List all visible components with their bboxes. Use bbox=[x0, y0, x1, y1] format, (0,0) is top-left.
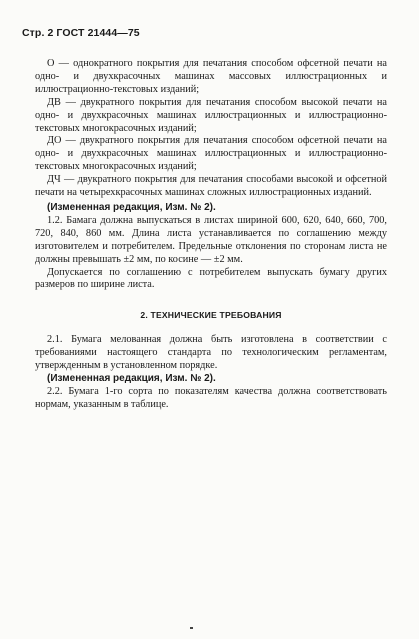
definition-dch: ДЧ — двукратного покрытия для печатания способами высокой и офсетной печати на четырехкрасочных машинах сложных иллюстрационных изданий. bbox=[35, 174, 387, 199]
page-header: Стр. 2 ГОСТ 21444—75 bbox=[22, 27, 140, 39]
clause-1-2: 1.2. Бамага должна выпускаться в листах шириной 600, 620, 640, 660, 700, 720, 840, 860 мм. Длина листа устанавливается по соглашению между изготовителем и потребителем. Предельные отклонения по сторонам листа не должны превышать ±2 мм, по косине — ±2 мм. bbox=[35, 214, 387, 265]
document-body bbox=[35, 58, 387, 412]
definition-dv: ДВ — двукратного покрытия для печатания способом высокой печати на одно- и двухкрасочных машинах иллюстрационных и иллюстрационно-текстовых многокрасочных изданий; bbox=[35, 96, 387, 134]
clause-2-1: 2.1. Бумага мелованная должна быть изготовлена в соответствии с требованиями настоящего стандарта по технологическим регламентам, утвержденным в установленном порядке. bbox=[35, 334, 387, 372]
definition-do: ДО — двукратного покрытия для печатания способом офсетной печати на одно- и двухкрасочных машинах иллюстрационных и иллюстрационно-текстовых многокрасочных изданий; bbox=[35, 135, 387, 173]
clause-2-2: 2.2. Бумага 1-го сорта по показателям качества должна соответствовать нормам, указанным в таблице. bbox=[35, 385, 387, 410]
amendment-note-2: (Измененная редакция, Изм. № 2). bbox=[47, 372, 216, 384]
definition-o: О — однократного покрытия для печатания способом офсетной печати на одно- и двухкрасочных машинах массовых иллюстрационных и иллюстрационно-текстовых изданий; bbox=[35, 58, 387, 95]
clause-1-2-extra: Допускается по соглашению с потребителем выпускать бумагу других размеров по ширине листа. bbox=[35, 266, 387, 291]
amendment-note-1: (Измененная редакция, Изм. № 2). bbox=[47, 201, 216, 213]
page-mark bbox=[190, 627, 193, 629]
section-title: 2. ТЕХНИЧЕСКИЕ ТРЕБОВАНИЯ bbox=[140, 310, 282, 321]
